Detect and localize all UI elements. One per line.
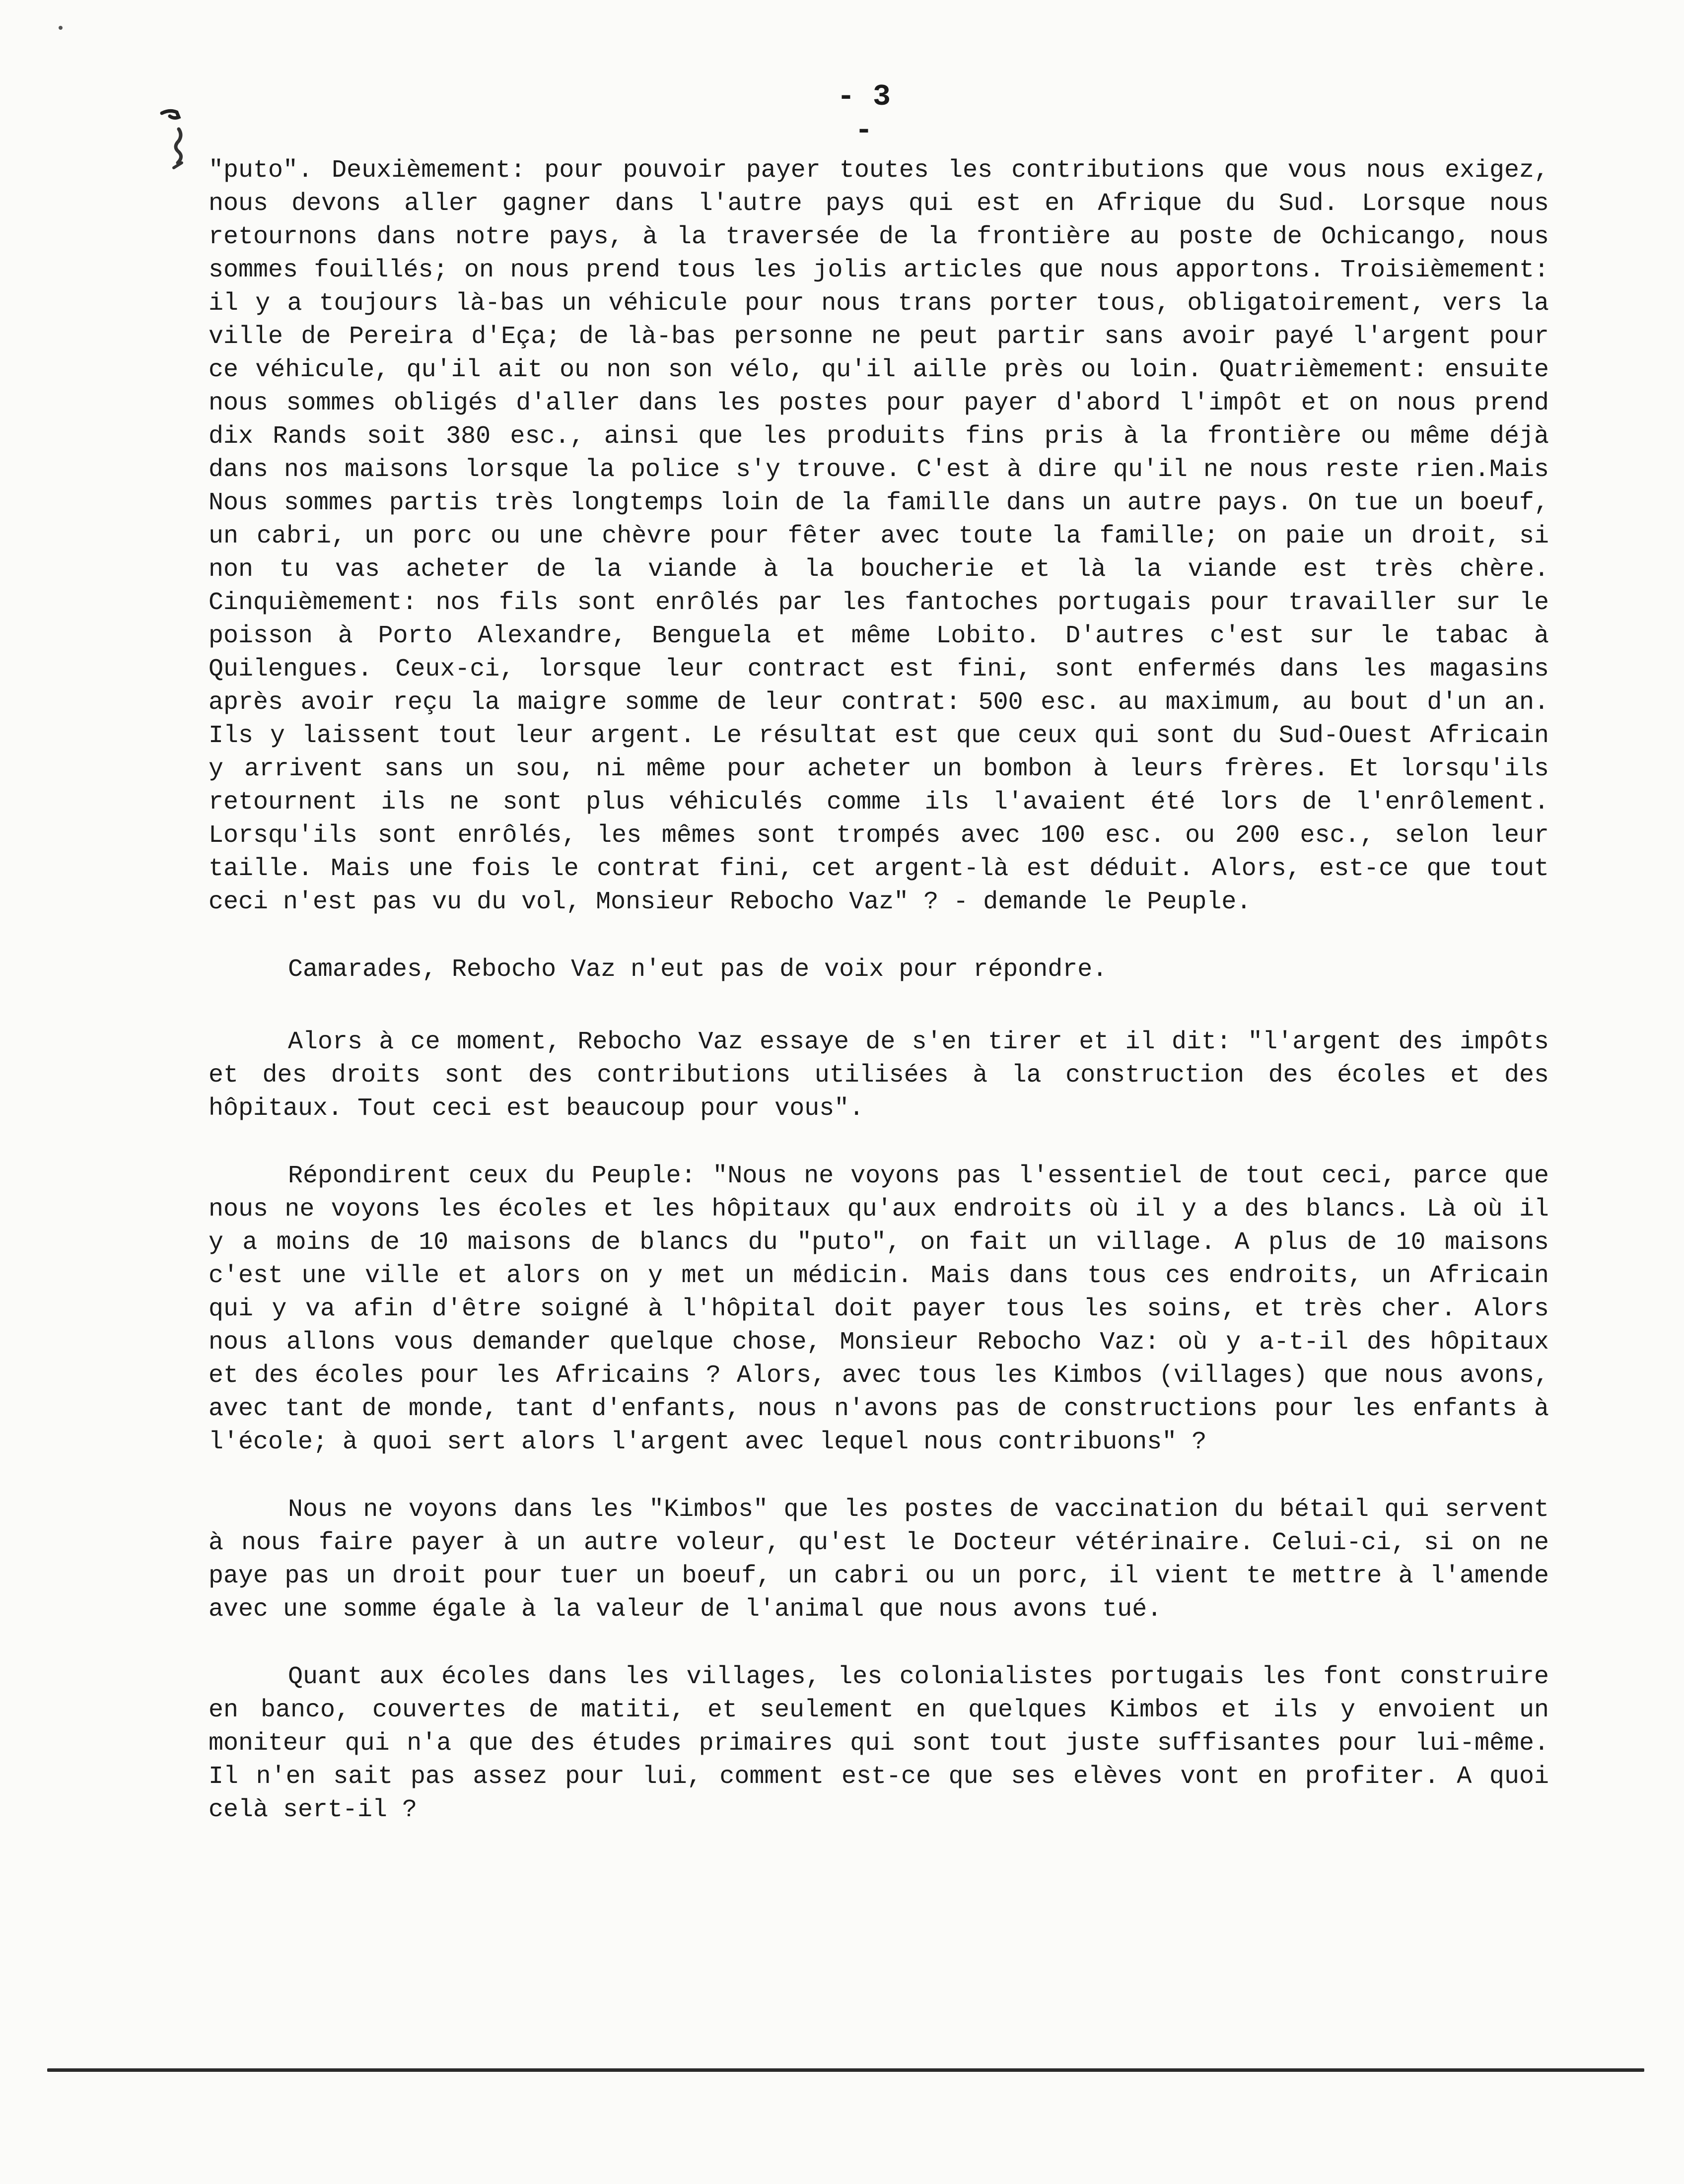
ink-speck	[59, 26, 63, 30]
paragraph-vaccination: Nous ne voyons dans les "Kimbos" que les postes de vaccination du bétail qui servent à nous faire payer à un autre voleur, qu'est le Docteur vétérinaire. Celui-ci, si on ne paye pas un droit pour tuer un boeuf, un cabri ou un porc, il vient te mettre à l'amende avec une somme égale à la valeur de l'animal que nous avons tué.	[209, 1496, 1549, 1624]
document-body	[209, 154, 1549, 1861]
paragraph-village-schools: Quant aux écoles dans les villages, les colonialistes portugais les font construire en banco, couvertes de matiti, et seulement en quelques Kimbos et ils y envoient un moniteur qui n'a que des études primaires qui sont tout juste suffisantes pour lui-même. Il n'en sait pas assez pour lui, comment est-ce que ses elèves vont en profiter. A quoi celà sert-il ?	[209, 1663, 1549, 1824]
paragraph-people-answer: Répondirent ceux du Peuple: "Nous ne voyons pas l'essentiel de tout ceci, parce que nous ne voyons les écoles et les hôpitaux qu'aux endroits où il y a des blancs. Là où il y a moins de 10 maisons de blancs du "puto", on fait un village. A plus de 10 maisons c'est une ville et alors on y met un médicin. Mais dans tous ces endroits, un Africain qui y va afin d'être soigné à l'hôpital doit payer tous les soins, et très cher. Alors nous allons vous demander quelque chose, Monsieur Rebocho Vaz: où y a-t-il des hôpitaux et des écoles pour les Africains ? Alors, avec tous les Kimbos (villages) que nous avons, avec tant de monde, tant d'enfants, nous n'avons pas de constructions pour les enfants à l'école; à quoi sert alors l'argent avec lequel nous contribuons" ?	[209, 1162, 1549, 1456]
page-number: - 3 -	[837, 80, 891, 148]
footer-rule	[47, 2068, 1644, 2072]
handwritten-margin-mark-icon	[159, 104, 189, 179]
paragraph-rebocho-reply: Alors à ce moment, Rebocho Vaz essaye de s'en tirer et il dit: "l'argent des impôts et des droits sont des contributions utilisées à la construction des écoles et des hôpitaux. Tout ceci est beaucoup pour vous".	[209, 1028, 1549, 1123]
paragraph-no-voice: Camarades, Rebocho Vaz n'eut pas de voix pour répondre.	[288, 956, 1108, 984]
paragraph-contributions: "puto". Deuxièmement: pour pouvoir payer toutes les contributions que vous nous exigez, nous devons aller gagner dans l'autre pays qui est en Afrique du Sud. Lorsque nous retournons dans notre pays, à la traversée de la frontière au poste de Ochicango, nous sommes fouillés; on nous prend tous les jolis articles que nous apportons. Troisièmement: il y a toujours là-bas un véhicule pour nous trans porter tous, obligatoirement, vers la ville de Pereira d'Eça; de là-bas personne ne peut partir sans avoir payé l'argent pour ce véhicule, qu'il ait ou non son vélo, qu'il aille près ou loin. Quatrièmement: ensuite nous sommes obligés d'aller dans les postes pour payer d'abord l'impôt et on nous prend dix Rands soit 380 esc., ainsi que les produits fins pris à la frontière ou même déjà dans nos maisons lorsque la police s'y trouve. C'est à dire qu'il ne nous reste rien.Mais Nous sommes partis très longtemps loin de la famille dans un autre pays. On tue un boeuf, un cabri, un porc ou une chèvre pour fêter avec toute la famille; on paie un droit, si non tu vas acheter de la viande à la boucherie et là la viande est très chère. Cinquièmement: nos fils sont enrôlés par les fantoches portugais pour travailler sur le poisson à Porto Alexandre, Benguela et même Lobito. D'autres c'est sur le tabac à Quilengues. Ceux-ci, lorsque leur contract est fini, sont enfermés dans les magasins après avoir reçu la maigre somme de leur contrat: 500 esc. au maximum, au bout d'un an. Ils y laissent tout leur argent. Le résultat est que ceux qui sont du Sud-Ouest Africain y arrivent sans un sou, ni même pour acheter un bombon à leurs frères. Et lorsqu'ils retournent ils ne sont plus véhiculés comme ils l'avaient été lors de l'enrôlement. Lorsqu'ils sont enrôlés, les mêmes sont trompés avec 100 esc. ou 200 esc., selon leur taille. Mais une fois le contrat fini, cet argent-là est déduit. Alors, est-ce que tout ceci n'est pas vu du vol, Monsieur Rebocho Vaz" ? - demande le Peuple.	[209, 156, 1549, 916]
